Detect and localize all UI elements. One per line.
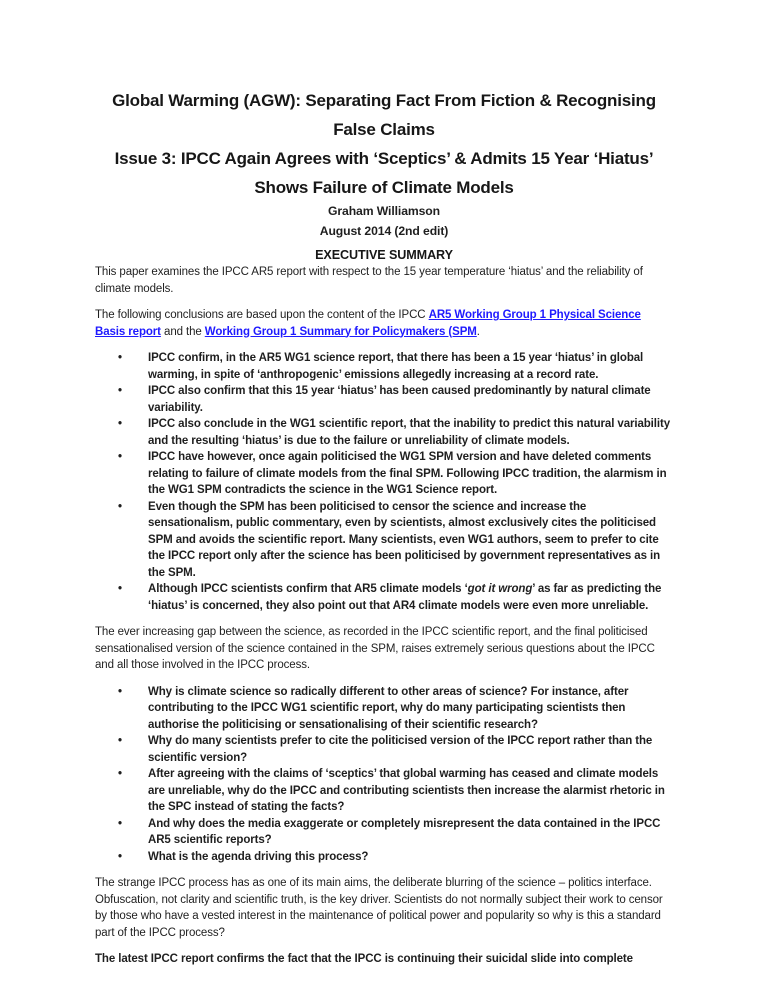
- process-paragraph: The strange IPCC process has as one of its main aims, the deliberate blurring of the science – politics interface. Obfuscation, not clarity and scientific truth, is the key driver. Scientists do not normally subject their work to censor by those who have a vested interest in the maintenance of political power and popularity so why is this a standard part of the IPCC process?: [95, 877, 663, 939]
- author-name: Graham Williamson: [328, 204, 440, 218]
- bullet-item: [148, 816, 673, 849]
- findings-bullet-list: [95, 350, 673, 614]
- bullet-item: [148, 733, 673, 766]
- section-heading-executive-summary: EXECUTIVE SUMMARY: [315, 248, 453, 262]
- bullet-item: [148, 849, 673, 866]
- sources-prefix-text: The following conclusions are based upon the content of the IPCC: [95, 309, 429, 321]
- bullet-text: After agreeing with the claims of ‘sceptics’ that global warming has ceased and climate models are unreliable, why do the IPCC and contributing scientists then increase the alarmist rhetoric in the SPC instead of stating the facts?: [148, 768, 665, 813]
- bullet-item: [148, 499, 673, 582]
- publication-date: August 2014 (2nd edit): [319, 223, 449, 238]
- bullet-item: [148, 449, 673, 499]
- closing-paragraph: The latest IPCC report confirms the fact that the IPCC is continuing their suicidal slide into complete: [95, 953, 633, 965]
- title-line: False Claims: [333, 120, 435, 139]
- bullet-text: What is the agenda driving this process?: [148, 850, 369, 863]
- title-line: Shows Failure of Climate Models: [254, 178, 514, 197]
- questions-bullet-list: [95, 684, 673, 866]
- document-page: [95, 86, 673, 968]
- bullet-text: Why is climate science so radically different to other areas of science? For instance, after contributing to the IPCC WG1 scientific report, why do many participating scientists then authorise the politicising or sensationalising of their scientific research?: [148, 685, 629, 731]
- bullet-text-italic: got it wrong: [467, 583, 533, 595]
- bullet-text: ’ as far as predicting the ‘hiatus’ is concerned, they also point out that AR4 climate models were even more unreliable.: [148, 583, 662, 612]
- bullet-text: IPCC confirm, in the AR5 WG1 science report, that there has been a 15 year ‘hiatus’ in global warming, in spite of ‘anthropogenic’ emissions allegedly increasing at a record rate.: [148, 352, 644, 381]
- bullet-item: [148, 581, 673, 614]
- intro-paragraph: This paper examines the IPCC AR5 report with respect to the 15 year temperature ‘hiatus’ and the reliability of climate models.: [95, 266, 643, 295]
- bullet-item: [148, 350, 673, 383]
- document-title: [95, 86, 673, 202]
- sources-mid-text: and the: [160, 325, 205, 338]
- bullet-item: [148, 416, 673, 449]
- title-line: Issue 3: IPCC Again Agrees with ‘Sceptics’ & Admits 15 Year ‘Hiatus’: [114, 149, 654, 168]
- link-wg1-summary-for-policymakers[interactable]: Working Group 1 Summary for Policymakers (SPM: [204, 325, 477, 338]
- gap-paragraph: The ever increasing gap between the science, as recorded in the IPCC scientific report, and the final politicised sensationalised version of the science contained in the SPM, raises extremely serious questions about the IPCC and all those involved in the IPCC process.: [95, 626, 655, 671]
- bullet-text: IPCC have however, once again politicised the WG1 SPM version and have deleted comments relating to failure of climate models from the final SPM. Following IPCC tradition, the alarmism in the WG1 SPM contradicts the science in the WG1 Science report.: [148, 451, 667, 496]
- bullet-text: Even though the SPM has been politicised to censor the science and increase the sensationalism, public commentary, even by scientists, almost exclusively cites the politicised SPM and avoids the scientific report. Many scientists, even WG1 authors, seem to prefer to cite the IPCC report only after the science has been politicised by government representatives as in the SPM.: [148, 500, 660, 579]
- bullet-item: [148, 684, 673, 734]
- sources-paragraph: [95, 307, 673, 340]
- sources-suffix-text: .: [476, 325, 480, 338]
- bullet-text: And why does the media exaggerate or completely misrepresent the data contained in the IPCC AR5 scientific reports?: [148, 817, 661, 846]
- link-ar5-wg1-physical-science-basis-report[interactable]: AR5 Working Group 1 Physical Science Basis report: [95, 309, 641, 338]
- bullet-item: [148, 383, 673, 416]
- bullet-text: IPCC also conclude in the WG1 scientific report, that the inability to predict this natural variability and the resulting ‘hiatus’ is due to the failure or unreliability of climate models.: [148, 418, 670, 447]
- title-line: Global Warming (AGW): Separating Fact From Fiction & Recognising: [112, 91, 656, 110]
- bullet-item: [148, 766, 673, 816]
- bullet-text: IPCC also confirm that this 15 year ‘hiatus’ has been caused predominantly by natural climate variability.: [148, 385, 651, 414]
- bullet-text: Why do many scientists prefer to cite the politicised version of the IPCC report rather than the scientific version?: [148, 735, 653, 764]
- bullet-text: Although IPCC scientists confirm that AR5 climate models ‘: [148, 583, 468, 595]
